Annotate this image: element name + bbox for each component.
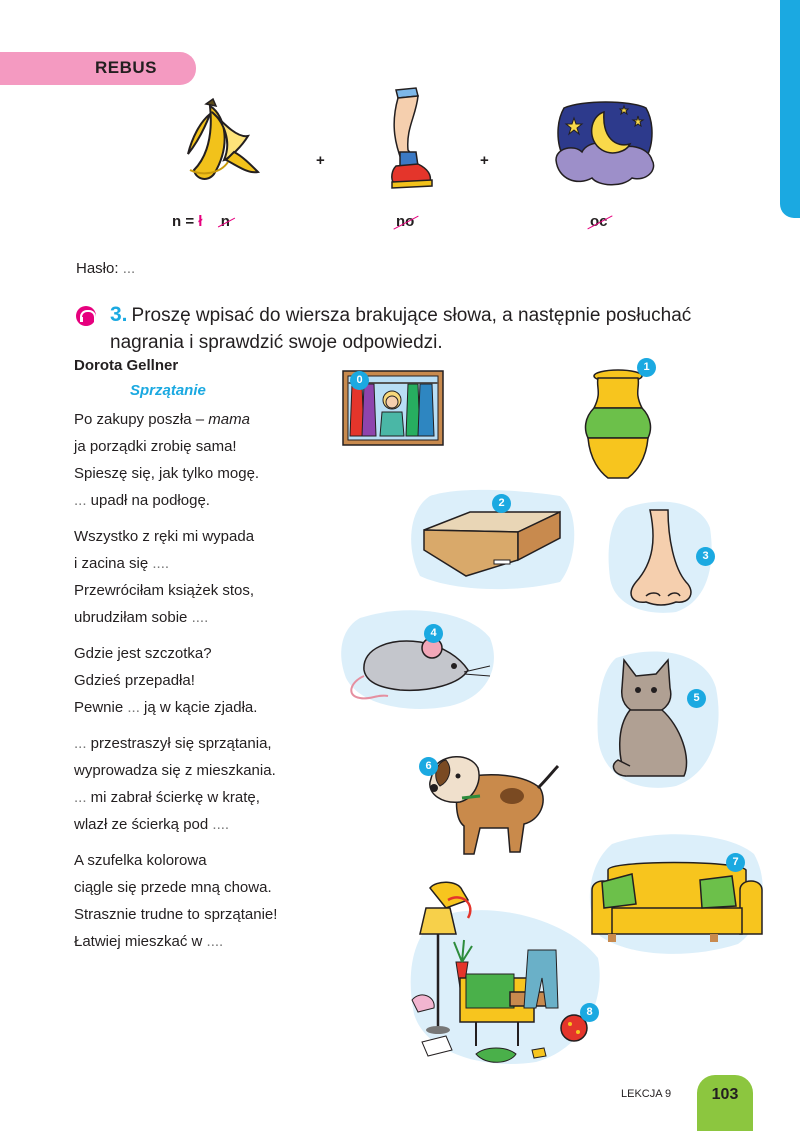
blank[interactable]: ... xyxy=(127,699,140,716)
poem-line: ... mi zabrał ścierkę w kratę, xyxy=(74,789,260,806)
poem-line: i zacina się .... xyxy=(74,555,170,572)
picture-number-3: 3 xyxy=(696,547,715,566)
page-number-tab xyxy=(697,1075,753,1131)
poem-line: Łatwiej mieszkać w .... xyxy=(74,933,224,950)
blank[interactable]: .... xyxy=(152,555,170,572)
clue-1-prefix: n = xyxy=(172,213,195,230)
task-instruction xyxy=(110,301,770,356)
banana-image xyxy=(186,96,266,188)
poem-title: Sprzątanie xyxy=(130,382,206,399)
picture-number-4: 4 xyxy=(424,624,443,643)
picture-number-1: 1 xyxy=(637,358,656,377)
cat-image xyxy=(596,648,720,792)
plus-sign-2: + xyxy=(480,152,489,169)
poem-line: A szufelka kolorowa xyxy=(74,852,207,869)
page-number: 103 xyxy=(711,1086,739,1103)
clue-3-crossed: oc xyxy=(590,213,608,230)
poem-line: ubrudziłam sobie .... xyxy=(74,609,209,626)
rebus-clue-1 xyxy=(172,213,230,230)
poem-line: Pewnie ... ją w kącie zjadła. xyxy=(74,699,258,716)
blank[interactable]: .... xyxy=(191,609,209,626)
poem-author: Dorota Gellner xyxy=(74,357,179,374)
clue-1-letter: ł xyxy=(198,213,203,230)
messy-room-image xyxy=(406,878,606,1070)
clue-2-crossed: no xyxy=(396,213,415,230)
blank[interactable]: ... xyxy=(74,789,87,806)
rebus-answer xyxy=(76,260,135,277)
poem-line: Gdzie jest szczotka? xyxy=(74,645,212,662)
poem-line: Przewróciłam książek stos, xyxy=(74,582,255,599)
blank[interactable]: ... xyxy=(74,492,87,509)
clue-1-crossed: n xyxy=(220,213,230,230)
poem-line: wlazł ze ścierką pod .... xyxy=(74,816,230,833)
poem-line: Po zakupy poszła – mama xyxy=(74,411,250,428)
rebus-clue-2 xyxy=(396,213,414,230)
blank[interactable]: .... xyxy=(206,933,224,950)
poem-line: ciągle się przede mną chowa. xyxy=(74,879,272,896)
poem-line: Wszystko z ręki mi wypada xyxy=(74,528,255,545)
answer-blank[interactable]: ... xyxy=(122,260,136,277)
blank[interactable]: .... xyxy=(212,816,230,833)
picture-number-7: 7 xyxy=(726,853,745,872)
vase-image xyxy=(572,368,664,486)
dog-image xyxy=(420,748,562,862)
picture-number-0: 0 xyxy=(350,371,369,390)
side-tab xyxy=(780,0,800,218)
answer-label: Hasło: xyxy=(76,260,119,277)
task-text: Proszę wpisać do wiersza brakujące słowa, a następnie posłuchać nagrania i sprawdzić swoje odpowiedzi. xyxy=(110,305,692,353)
poem-line: wyprowadza się z mieszkania. xyxy=(74,762,276,779)
rebus-title: REBUS xyxy=(95,58,158,77)
leg-image xyxy=(386,86,436,194)
lesson-label: LEKCJA 9 xyxy=(621,1088,672,1100)
night-moon-image xyxy=(552,98,658,186)
poem-line: ... upadł na podłogę. xyxy=(74,492,210,509)
poem-line: ja porządki zrobię sama! xyxy=(74,438,237,455)
poem xyxy=(74,357,354,959)
picture-number-6: 6 xyxy=(419,757,438,776)
poem-line: ... przestraszył się sprzątania, xyxy=(74,735,272,752)
picture-number-8: 8 xyxy=(580,1003,599,1022)
poem-line: Spieszę się, jak tylko mogę. xyxy=(74,465,260,482)
mouse-image xyxy=(340,608,500,714)
rebus-clue-3 xyxy=(590,213,608,230)
headphones-icon[interactable] xyxy=(76,306,96,326)
picture-number-2: 2 xyxy=(492,494,511,513)
poem-line: Gdzieś przepadła! xyxy=(74,672,195,689)
picture-number-5: 5 xyxy=(687,689,706,708)
plus-sign-1: + xyxy=(316,152,325,169)
sofa-image xyxy=(588,830,766,960)
task-number: 3. xyxy=(110,303,128,326)
poem-line: Strasznie trudne to sprzątanie! xyxy=(74,906,278,923)
blank[interactable]: ... xyxy=(74,735,87,752)
